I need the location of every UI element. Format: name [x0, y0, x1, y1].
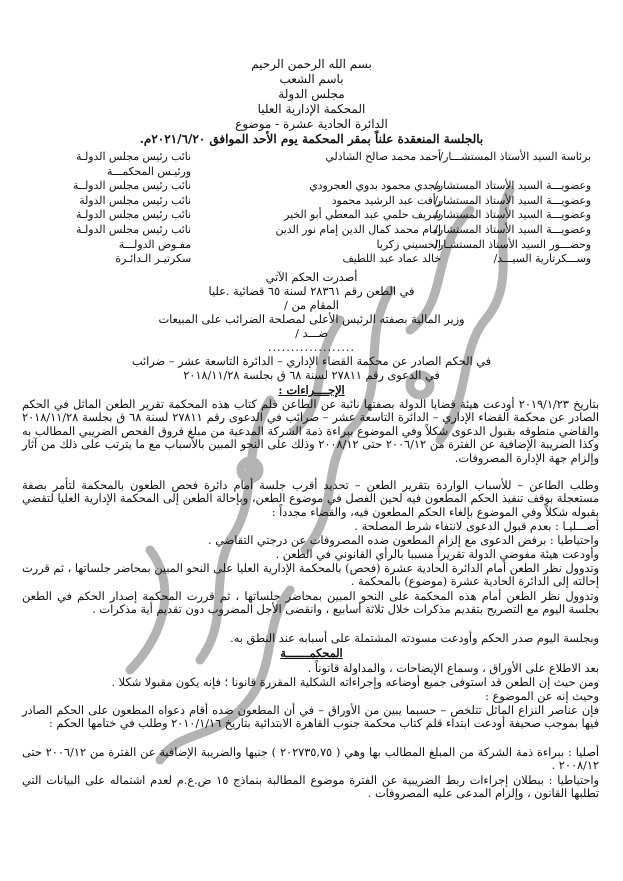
- panel-composition: [11, 150, 591, 267]
- panel-row: برئاسة السيد الأستاذ المستشـــار/ أحمد محمد صالح الشاذلي نائب رئيس مجلس الدولـة: [76, 150, 591, 163]
- procedures-heading: الإجــــراءات :: [278, 383, 345, 397]
- panel-row: وعضويـــة السيد الأستاذ المستشار/ مجدي محمود بدوي العجرودي نائب رئيس مجلس الدولــة: [72, 179, 591, 193]
- issued-line: أصدرت الحكم الآتي: [265, 271, 358, 284]
- court-paragraph-1: بعد الاطلاع على الأوراق ، وسماع الإيضاحات ، والمداولة قانوناً .: [307, 662, 599, 675]
- judgment-line-1: في الحكم الصادر عن محكمة القضاء الإداري – الدائرة التاسعة عشر – ضرائب: [131, 355, 492, 368]
- panel-row: وحضـــور السيد الأستاذ المستشـار/ الحسيني زكريا مفـوض الدولـــة: [118, 237, 591, 251]
- respondent-dots: ...................: [267, 341, 356, 354]
- court-paragraph-4: فإن عناصر النزاع الماثل تتلخص – حسبما يبين من الأوراق – في أن المطعون ضده أقام دعواه المطعون على الحكم الصادر فيها بموجب صحيفة أودعت ابتداء قلم كتاب محكمة جنوب القاهرة الابتدائية بتاريخ ٢٠١٠/١/١٦ وطلب في ختامها الحكم :: [22, 704, 599, 731]
- procedures-paragraph-1: بتاريخ ٢٠١٩/١/٢٣ أودعت هيئة قضايا الدولة بصفتها نائبة عن الطاعن قلم كتاب هذه المحكمة تقرير الطعن الماثل في الحكم الصادر عن محكمة القضاء الإداري – الدائرة التاسعة عشر – ضرائب في الدعوى رقم ٢٧٨١١ لسنة ٦٨ ق بجلسة ٢٠١٨/١١/٢٨ والقاضي منطوقه بقبول الدعوى شكلاً وفي الموضوع ببراءة ذمة الشركة المدعية من مبلغ فروق الفحص الضريبي المطالب به وكذا الضريبة الإضافية عن الفترة من ٢٠٠٦/١٢ حتى ٢٠٠٨/١٢ وذلك على النحو المبين بالأسباب مع ما يترتب على ذلك من آثار وإلزام جهة الإدارة المصروفات.: [22, 398, 599, 465]
- court-heading-section: المحكمـــــــة: [280, 646, 343, 660]
- procedures-paragraph-2: وطلب الطاعن – للأسباب الواردة بتقرير الطعن – تحديد أقرب جلسة أمام دائرة فحص الطعون بالمحكمة لتأمر بصفة مستعجلة بوقف تنفيذ الحكم المطعون فيه لحين الفصل في موضوع الطعن، وبإحالة الطعن إلى المحكمة الإدارية العليا لتقضي بقبوله شكلاً وفي الموضوع بإلغاء الحكم المطعون فيه، والقضاء مجدداً :: [22, 479, 599, 519]
- panel-row: وعضويـــة السيد الأستاذ المستشار/ رأفت عبد الرشيد محمود نائب رئيس مجلس الدولة: [79, 193, 591, 207]
- council-heading: مجلس الدولة: [278, 87, 345, 101]
- procedures-paragraph-5: وأودعت هيئة مفوضي الدولة تقريراً مسببا بالرأي القانوني في الطعن .: [275, 548, 599, 561]
- procedures-paragraph-8: وبجلسة اليوم صدر الحكم وأودعت مسودته المشتملة على أسبابه عند النطق به.: [230, 632, 599, 645]
- party-line: وزير المالية بصفته الرئيس الأعلى لمصلحة الضرائب على المبيعات: [158, 313, 465, 326]
- procedures-paragraph-6: وتدوول نظر الطعن أمام الدائرة الحادية عشرة (فحص) بالمحكمة الإدارية العليا على النحو المبين بمحاضر جلساتها ، ثم قررت إحالته إلى الدائرة الحادية عشرة (موضوع) بالمحكمة .: [22, 562, 599, 589]
- procedures-paragraph-3: أصـــليـا : بعدم قبول الدعوى لانتفاء شرط المصلحة .: [354, 520, 599, 533]
- session-line: بالجلسة المنعقدة علناً بمقر المحكمة يوم الأحد الموافق ٢٠٢١/٦/٢٠م.: [139, 132, 484, 146]
- basmala: بسم الله الرحمن الرحيم: [251, 57, 372, 71]
- judgment-line-2: في الدعوى رقم ٢٧٨١١ لسنة ٦٨ ق بجلسة ٢٠١٨/١١/٢٨: [183, 369, 440, 382]
- court-paragraph-6: واحتياطيا : ببطلان إجراءات ربط الضريبية عن الفترة موضوع المطالبة بنماذج ١٥ ض.ع.م لعدم اشتماله على البيانات التي تطلبها القانون ، وإلزام المدعى عليه المصروفات .: [22, 774, 599, 801]
- against-line: ضـــد /: [295, 327, 328, 340]
- court-paragraph-3: وحيث إنه عن الموضوع :: [485, 690, 599, 703]
- appeal-line: في الطعن رقم ٢٨٣٦١ لسنة ٦٥ قضائية .عليا: [208, 285, 415, 298]
- panel-row: ورئيـس المحكمـــة: [106, 164, 191, 178]
- procedures-paragraph-7: وتدوول نظر الطعن أمام هذه المحكمة على النحو المبين بمحاضر جلساتها ، ثم قررت المحكمة إصدار الحكم في الطعن بجلسة اليوم مع التصريح بتقديم مذكرات خلال ثلاثة أسابيع ، وانقضى الأجل المضروب دون تقديم أية مذكرات .: [22, 590, 599, 617]
- panel-row: وســـكرتارية السيـــد/ خالد عماد عبد اللطيف سكرتيـر الـدائـرة: [115, 252, 591, 266]
- people-heading: باسم الشعب: [279, 72, 344, 86]
- panel-row: وعضويـــة السيد الأستاذ المستشار/ إمام محمد كمال الدين إمام نور الدين نائب رئيس مجلس الدولـة: [76, 222, 591, 236]
- court-heading: المحكمة الإدارية العليا: [257, 102, 366, 116]
- panel-row: وعضويـــة السيد الأستاذ المستشار/ شريف حلمي عبد المعطي أبو الخير نائب رئيس مجلس الدولـة: [76, 208, 591, 222]
- court-paragraph-5: أصليا : ببراءة ذمة الشركة من المبلغ المطالب بها وهي ( ٢٠٢٧٣٥,٧٥ ) جنيها والضريبة الإضافية عن الفترة من ٢٠٠٦/١٢ حتى ٢٠٠٨/١٢ .: [22, 746, 600, 773]
- circuit-heading: الدائرة الحادية عشرة - موضوع: [235, 117, 388, 131]
- procedures-paragraph-4: واحتياطيا : برفض الدعوى مع إلزام المطعون ضده المصروفات عن درجتي التقاضي .: [208, 534, 599, 547]
- by-line: المقام من /: [284, 299, 339, 312]
- court-paragraph-2: ومن حيث إن الطعن قد استوفى جميع أوضاعه وإجراءاته الشكلية المقررة قانونا ؛ فإنه يكون مقبولا شكلا .: [111, 676, 599, 689]
